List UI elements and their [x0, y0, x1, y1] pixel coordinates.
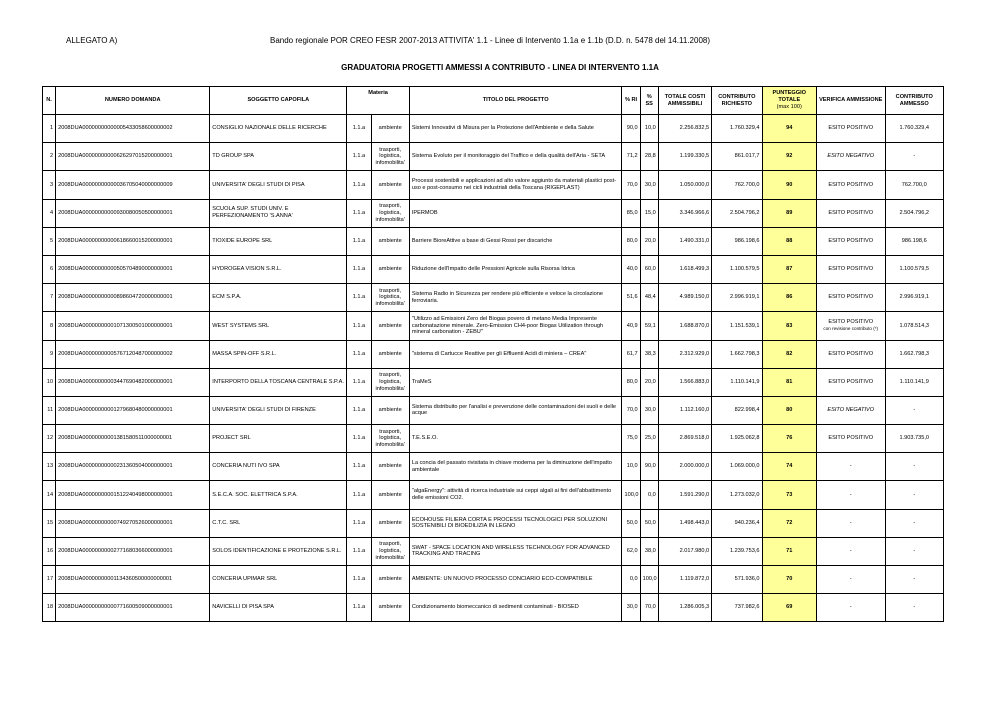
- percent-ss: 100,0: [640, 566, 658, 594]
- application-number: 2008DUA00000000001381580511000000001: [56, 425, 210, 453]
- lead-applicant: UNIVERSITA' DEGLI STUDI DI PISA: [210, 171, 347, 199]
- percent-ss: 70,0: [640, 594, 658, 622]
- requested-contribution: 2.504.796,2: [712, 199, 762, 227]
- intervention-line: 1.1.a: [347, 340, 371, 368]
- intervention-line: 1.1.a: [347, 453, 371, 481]
- application-number: 2008DUA00000000002771680366000000001: [56, 537, 210, 565]
- percent-ri: 71,2: [622, 143, 640, 171]
- admission-result: ESITO POSITIVO: [828, 319, 874, 326]
- eligible-costs: 2.312.929,0: [658, 340, 711, 368]
- attachment-label: ALLEGATO A): [66, 36, 118, 45]
- call-reference: Bando regionale POR CREO FESR 2007-2013 ATTIVITA' 1.1 - Linee di Intervento 1.1a e 1.1b (D.D. n. 5478 del 14.11.2008): [270, 36, 711, 45]
- percent-ri: 62,0: [622, 537, 640, 565]
- percent-ss: 10,0: [640, 115, 658, 143]
- percent-ss: 20,0: [640, 227, 658, 255]
- row-number: 5: [43, 227, 56, 255]
- subject-area: ambiente: [371, 115, 409, 143]
- admission-check: [816, 255, 885, 283]
- project-title: SWAT - SPACE LOCATION AND WIRELESS TECHNOLOGY FOR ADVANCED TRACKING AND TRACING: [409, 537, 622, 565]
- percent-ri: 70,0: [622, 396, 640, 424]
- intervention-line: 1.1.a: [347, 171, 371, 199]
- row-number: 9: [43, 340, 56, 368]
- admission-check: [816, 453, 885, 481]
- percent-ss: 30,0: [640, 171, 658, 199]
- project-title: "sistema di Cartucce Reattive per gli Effluenti Acidi di miniera – CREA": [409, 340, 622, 368]
- lead-applicant: SCUOLA SUP. STUDI UNIV. E PERFEZIONAMENTO 'S.ANNA': [210, 199, 347, 227]
- percent-ss: 90,0: [640, 453, 658, 481]
- col-header-verifica: VERIFICA AMMISSIONE: [816, 87, 885, 115]
- percent-ss: 0,0: [640, 481, 658, 509]
- subject-area: ambiente: [371, 453, 409, 481]
- row-number: 4: [43, 199, 56, 227]
- table-row: [43, 115, 944, 143]
- lead-applicant: UNIVERSITA' DEGLI STUDI DI FIRENZE: [210, 396, 347, 424]
- intervention-line: 1.1.a: [347, 537, 371, 565]
- eligible-costs: 1.566.883,0: [658, 368, 711, 396]
- admitted-contribution: -: [885, 566, 944, 594]
- eligible-costs: 1.498.443,0: [658, 509, 711, 537]
- requested-contribution: 940.236,4: [712, 509, 762, 537]
- admission-result: -: [849, 548, 852, 555]
- lead-applicant: INTERPORTO DELLA TOSCANA CENTRALE S.P.A.: [210, 368, 347, 396]
- requested-contribution: 861.017,7: [712, 143, 762, 171]
- admitted-contribution: 1.078.514,3: [885, 312, 944, 340]
- total-score: 71: [762, 537, 816, 565]
- requested-contribution: 1.273.032,0: [712, 481, 762, 509]
- eligible-costs: 3.346.966,6: [658, 199, 711, 227]
- eligible-costs: 2.256.832,5: [658, 115, 711, 143]
- application-number: 2008DUA00000000000626297015200000001: [56, 143, 210, 171]
- admission-check: [816, 227, 885, 255]
- row-number: 18: [43, 594, 56, 622]
- subject-area: trasporti, logistica, infomobilita': [371, 368, 409, 396]
- admitted-contribution: -: [885, 537, 944, 565]
- total-score: 72: [762, 509, 816, 537]
- project-title: Sistemi Innovativi di Misura per la Protezione dell'Ambiente e della Salute: [409, 115, 622, 143]
- application-number: 2008DUA00000000001279680480000000001: [56, 396, 210, 424]
- lead-applicant: CONCERIA NUTI IVO SPA: [210, 453, 347, 481]
- intervention-line: 1.1.a: [347, 368, 371, 396]
- eligible-costs: 1.618.499,3: [658, 255, 711, 283]
- admitted-contribution: -: [885, 594, 944, 622]
- admission-check: [816, 143, 885, 171]
- admission-check: [816, 537, 885, 565]
- lead-applicant: WEST SYSTEMS SRL: [210, 312, 347, 340]
- col-header-punteggio: [762, 87, 816, 115]
- percent-ss: 59,1: [640, 312, 658, 340]
- admission-result: ESITO POSITIVO: [828, 181, 874, 188]
- lead-applicant: TIOXIDE EUROPE SRL: [210, 227, 347, 255]
- project-title: AMBIENTE: UN NUOVO PROCESSO CONCIARIO ECO-COMPATIBILE: [409, 566, 622, 594]
- requested-contribution: 1.662.798,3: [712, 340, 762, 368]
- subject-area: ambiente: [371, 509, 409, 537]
- intervention-line: 1.1.a: [347, 227, 371, 255]
- admitted-contribution: 2.996.919,1: [885, 284, 944, 312]
- total-score: 81: [762, 368, 816, 396]
- application-number: 2008DUA00000000005767120487000000002: [56, 340, 210, 368]
- percent-ri: 75,0: [622, 425, 640, 453]
- row-number: 8: [43, 312, 56, 340]
- intervention-line: 1.1.a: [347, 594, 371, 622]
- application-number: 2008DUA00000000000005433058600000002: [56, 115, 210, 143]
- admission-result: -: [849, 463, 852, 470]
- eligible-costs: 1.199.330,5: [658, 143, 711, 171]
- admitted-contribution: -: [885, 396, 944, 424]
- project-title: ECOHOUSE FILIERA CORTA E PROCESSI TECNOLOGICI PER SOLUZIONI SOSTENIBILI DI BIOEDILIZIA IN LEGNO: [409, 509, 622, 537]
- eligible-costs: 1.286.005,3: [658, 594, 711, 622]
- admission-check: [816, 171, 885, 199]
- application-number: 2008DUA00000000003447690482000000001: [56, 368, 210, 396]
- admission-result: ESITO POSITIVO: [828, 435, 874, 442]
- application-number: 2008DUA00000000000898604720000000001: [56, 284, 210, 312]
- percent-ss: 30,0: [640, 396, 658, 424]
- intervention-line: 1.1.a: [347, 312, 371, 340]
- punteggio-max: (max 100): [776, 103, 802, 110]
- lead-applicant: S.E.C.A. SOC. ELETTRICA S.P.A.: [210, 481, 347, 509]
- table-row: [43, 171, 944, 199]
- application-number: 2008DUA00000000000231360504000000001: [56, 453, 210, 481]
- row-number: 12: [43, 425, 56, 453]
- col-header-materia: Materia: [347, 87, 409, 115]
- admission-check: [816, 509, 885, 537]
- percent-ss: 38,0: [640, 537, 658, 565]
- admission-result: ESITO POSITIVO: [828, 350, 874, 357]
- subject-area: ambiente: [371, 340, 409, 368]
- intervention-line: 1.1.a: [347, 199, 371, 227]
- intervention-line: 1.1.a: [347, 396, 371, 424]
- percent-ri: 80,0: [622, 227, 640, 255]
- project-title: Sistema Evoluto per il monitoraggio del Traffico e della qualità dell'Aria - SETA: [409, 143, 622, 171]
- subject-area: ambiente: [371, 481, 409, 509]
- total-score: 94: [762, 115, 816, 143]
- requested-contribution: 1.925.062,8: [712, 425, 762, 453]
- admission-note: con revisione contributo (*): [823, 325, 879, 331]
- admission-check: [816, 396, 885, 424]
- punteggio-label: PUNTEGGIO TOTALE: [772, 90, 807, 104]
- intervention-line: 1.1.a: [347, 284, 371, 312]
- lead-applicant: PROJECT SRL: [210, 425, 347, 453]
- table-row: [43, 199, 944, 227]
- percent-ri: 40,0: [622, 255, 640, 283]
- eligible-costs: 1.112.160,0: [658, 396, 711, 424]
- eligible-costs: 1.050.000,0: [658, 171, 711, 199]
- percent-ss: 28,8: [640, 143, 658, 171]
- table-row: [43, 284, 944, 312]
- table-row: [43, 143, 944, 171]
- col-header-richiesto: CONTRIBUTO RICHIESTO: [712, 87, 762, 115]
- application-number: 2008DUA00000000000930080050500000001: [56, 199, 210, 227]
- intervention-line: 1.1.a: [347, 255, 371, 283]
- admission-result: ESITO POSITIVO: [828, 209, 874, 216]
- project-title: TraMeS: [409, 368, 622, 396]
- row-number: 11: [43, 396, 56, 424]
- table-row: [43, 481, 944, 509]
- eligible-costs: 2.869.518,0: [658, 425, 711, 453]
- admitted-contribution: 1.760.329,4: [885, 115, 944, 143]
- total-score: 86: [762, 284, 816, 312]
- admission-result: ESITO POSITIVO: [828, 237, 874, 244]
- admission-result: -: [849, 576, 852, 583]
- percent-ri: 70,0: [622, 171, 640, 199]
- application-number: 2008DUA00000000001512240498000000001: [56, 481, 210, 509]
- total-score: 83: [762, 312, 816, 340]
- admitted-contribution: 1.903.735,0: [885, 425, 944, 453]
- requested-contribution: 822.998,4: [712, 396, 762, 424]
- table-row: [43, 312, 944, 340]
- percent-ss: 48,4: [640, 284, 658, 312]
- table-row: [43, 509, 944, 537]
- eligible-costs: 1.119.872,0: [658, 566, 711, 594]
- project-title: "Utilizzo ad Emissioni Zero del Biogas povero di metano Media Impresente carbonatazione minerale. Zero-Emission CH4-poor Biogas Utilization through mineral carbonation - ZEBU": [409, 312, 622, 340]
- admission-check: [816, 425, 885, 453]
- table-row: [43, 340, 944, 368]
- total-score: 88: [762, 227, 816, 255]
- requested-contribution: 762.700,0: [712, 171, 762, 199]
- project-title: T.E.S.E.O.: [409, 425, 622, 453]
- lead-applicant: TD GROUP SPA: [210, 143, 347, 171]
- lead-applicant: MASSA SPIN-OFF S.R.L.: [210, 340, 347, 368]
- percent-ss: 20,0: [640, 368, 658, 396]
- eligible-costs: 1.591.290,0: [658, 481, 711, 509]
- project-title: Riduzione dell'Impatto delle Pressioni Agricole sulla Risorsa Idrica: [409, 255, 622, 283]
- total-score: 82: [762, 340, 816, 368]
- subject-area: ambiente: [371, 396, 409, 424]
- subject-area: trasporti, logistica, infomobilita': [371, 425, 409, 453]
- total-score: 70: [762, 566, 816, 594]
- admitted-contribution: -: [885, 143, 944, 171]
- requested-contribution: 1.760.329,4: [712, 115, 762, 143]
- admitted-contribution: 1.110.141,9: [885, 368, 944, 396]
- lead-applicant: CONCERIA UPIMAR SRL: [210, 566, 347, 594]
- table-row: [43, 368, 944, 396]
- project-title: Sistema distribuito per l'analisi e prevenzione delle contaminazioni dei suoli e delle acque: [409, 396, 622, 424]
- admitted-contribution: -: [885, 481, 944, 509]
- admission-result: ESITO POSITIVO: [828, 266, 874, 273]
- admission-result: ESITO POSITIVO: [828, 294, 874, 301]
- subject-area: ambiente: [371, 171, 409, 199]
- percent-ss: 25,0: [640, 425, 658, 453]
- table-row: [43, 227, 944, 255]
- total-score: 69: [762, 594, 816, 622]
- requested-contribution: 986.198,6: [712, 227, 762, 255]
- admission-result: -: [849, 491, 852, 498]
- application-number: 2008DUA00000000000618660015200000001: [56, 227, 210, 255]
- requested-contribution: 1.151.539,1: [712, 312, 762, 340]
- table-row: [43, 396, 944, 424]
- row-number: 1: [43, 115, 56, 143]
- percent-ri: 80,0: [622, 368, 640, 396]
- admission-check: [816, 594, 885, 622]
- percent-ss: 15,0: [640, 199, 658, 227]
- row-number: 10: [43, 368, 56, 396]
- row-number: 14: [43, 481, 56, 509]
- eligible-costs: 2.017.980,0: [658, 537, 711, 565]
- lead-applicant: CONSIGLIO NAZIONALE DELLE RICERCHE: [210, 115, 347, 143]
- percent-ri: 85,0: [622, 199, 640, 227]
- subject-area: ambiente: [371, 227, 409, 255]
- row-number: 6: [43, 255, 56, 283]
- admitted-contribution: 762.700,0: [885, 171, 944, 199]
- intervention-line: 1.1.a: [347, 425, 371, 453]
- col-header-n: N.: [43, 87, 56, 115]
- intervention-line: 1.1.a: [347, 143, 371, 171]
- col-header-soggetto: SOGGETTO CAPOFILA: [210, 87, 347, 115]
- row-number: 17: [43, 566, 56, 594]
- subject-area: ambiente: [371, 566, 409, 594]
- subject-area: trasporti, logistica, infomobilita': [371, 199, 409, 227]
- requested-contribution: 1.100.579,5: [712, 255, 762, 283]
- application-number: 2008DUA00000000000036705040000000009: [56, 171, 210, 199]
- page-title: GRADUATORIA PROGETTI AMMESSI A CONTRIBUTO - LINEA DI INTERVENTO 1.1A: [341, 63, 659, 72]
- table-row: [43, 594, 944, 622]
- application-number: 2008DUA00000000000749270526000000001: [56, 509, 210, 537]
- col-header-titolo: TITOLO DEL PROGETTO: [409, 87, 622, 115]
- requested-contribution: 2.996.919,1: [712, 284, 762, 312]
- total-score: 73: [762, 481, 816, 509]
- table-row: [43, 453, 944, 481]
- project-title: Processi sostenibili e applicazioni ad alto valore aggiunto da materiali plastici post-uso e post-consumo nei cicli industriali della Toscana (RIGEPLAST): [409, 171, 622, 199]
- table-row: [43, 566, 944, 594]
- row-number: 2: [43, 143, 56, 171]
- subject-area: ambiente: [371, 255, 409, 283]
- application-number: 2008DUA00000000000771600509000000001: [56, 594, 210, 622]
- lead-applicant: SOLOS IDENTIFICAZIONE E PROTEZIONE S.R.L.: [210, 537, 347, 565]
- project-title: Barriere BioreAttive a base di Gessi Rossi per discariche: [409, 227, 622, 255]
- admitted-contribution: 2.504.796,2: [885, 199, 944, 227]
- percent-ri: 61,7: [622, 340, 640, 368]
- subject-area: ambiente: [371, 594, 409, 622]
- eligible-costs: 1.688.870,0: [658, 312, 711, 340]
- admitted-contribution: 986.198,6: [885, 227, 944, 255]
- table-row: [43, 537, 944, 565]
- col-header-ss: % SS: [640, 87, 658, 115]
- total-score: 74: [762, 453, 816, 481]
- table-header-row: [43, 87, 944, 115]
- eligible-costs: 1.490.331,0: [658, 227, 711, 255]
- ranking-table: [42, 86, 944, 622]
- admission-check: [816, 566, 885, 594]
- percent-ri: 40,9: [622, 312, 640, 340]
- row-number: 7: [43, 284, 56, 312]
- intervention-line: 1.1.a: [347, 566, 371, 594]
- project-title: Condizionamento biomeccanico di sedimenti contaminati - BIOSED: [409, 594, 622, 622]
- requested-contribution: 1.110.141,9: [712, 368, 762, 396]
- admission-result: ESITO POSITIVO: [828, 378, 874, 385]
- percent-ri: 10,0: [622, 453, 640, 481]
- admission-result: -: [849, 519, 852, 526]
- row-number: 3: [43, 171, 56, 199]
- admission-check: [816, 284, 885, 312]
- lead-applicant: ECM S.P.A.: [210, 284, 347, 312]
- admission-result: ESITO POSITIVO: [828, 125, 874, 132]
- application-number: 2008DUA00000000001071300501000000001: [56, 312, 210, 340]
- lead-applicant: NAVICELLI DI PISA SPA: [210, 594, 347, 622]
- project-title: La concia del passato rivisitata in chiave moderna per la diminuzione dell'impatto ambientale: [409, 453, 622, 481]
- percent-ri: 51,6: [622, 284, 640, 312]
- percent-ss: 50,0: [640, 509, 658, 537]
- admission-check: [816, 312, 885, 340]
- intervention-line: 1.1.a: [347, 481, 371, 509]
- requested-contribution: 571.936,0: [712, 566, 762, 594]
- admission-check: [816, 481, 885, 509]
- total-score: 80: [762, 396, 816, 424]
- percent-ri: 30,0: [622, 594, 640, 622]
- requested-contribution: 1.069.000,0: [712, 453, 762, 481]
- admission-check: [816, 199, 885, 227]
- col-header-ri: % RI: [622, 87, 640, 115]
- admission-result: ESITO NEGATIVO: [827, 407, 875, 414]
- table-row: [43, 425, 944, 453]
- admission-result: -: [849, 604, 852, 611]
- row-number: 15: [43, 509, 56, 537]
- percent-ss: 38,3: [640, 340, 658, 368]
- total-score: 89: [762, 199, 816, 227]
- requested-contribution: 737.982,6: [712, 594, 762, 622]
- application-number: 2008DUA00000000001134360500000000001: [56, 566, 210, 594]
- percent-ri: 100,0: [622, 481, 640, 509]
- intervention-line: 1.1.a: [347, 509, 371, 537]
- percent-ss: 60,0: [640, 255, 658, 283]
- requested-contribution: 1.239.753,6: [712, 537, 762, 565]
- admission-check: [816, 115, 885, 143]
- application-number: 2008DUA00000000000505704890000000001: [56, 255, 210, 283]
- total-score: 76: [762, 425, 816, 453]
- total-score: 92: [762, 143, 816, 171]
- eligible-costs: 2.000.000,0: [658, 453, 711, 481]
- col-header-costi: TOTALE COSTI AMMISSIBILI: [658, 87, 711, 115]
- subject-area: trasporti, logistica, infomobilita': [371, 143, 409, 171]
- admitted-contribution: 1.662.798,3: [885, 340, 944, 368]
- lead-applicant: C.T.C. SRL: [210, 509, 347, 537]
- table-row: [43, 255, 944, 283]
- admitted-contribution: -: [885, 453, 944, 481]
- lead-applicant: HYDROGEA VISION S.R.L.: [210, 255, 347, 283]
- total-score: 90: [762, 171, 816, 199]
- percent-ri: 90,0: [622, 115, 640, 143]
- admitted-contribution: -: [885, 509, 944, 537]
- percent-ri: 0,0: [622, 566, 640, 594]
- col-header-numero: NUMERO DOMANDA: [56, 87, 210, 115]
- total-score: 87: [762, 255, 816, 283]
- eligible-costs: 4.989.150,0: [658, 284, 711, 312]
- project-title: Sistema Radio in Sicurezza per rendere più efficiente e veloce la circolazione ferroviaria.: [409, 284, 622, 312]
- admission-check: [816, 340, 885, 368]
- intervention-line: 1.1.a: [347, 115, 371, 143]
- subject-area: trasporti, logistica, infomobilita': [371, 537, 409, 565]
- subject-area: trasporti, logistica, infomobilita': [371, 284, 409, 312]
- admission-result: ESITO NEGATIVO: [827, 153, 875, 160]
- row-number: 13: [43, 453, 56, 481]
- admission-check: [816, 368, 885, 396]
- admitted-contribution: 1.100.579,5: [885, 255, 944, 283]
- project-title: "algaEnergy": attività di ricerca industriale sui ceppi algali ai fini dell'abbattimento delle emissioni CO2.: [409, 481, 622, 509]
- project-title: IPERMOB: [409, 199, 622, 227]
- percent-ri: 50,0: [622, 509, 640, 537]
- subject-area: ambiente: [371, 312, 409, 340]
- row-number: 16: [43, 537, 56, 565]
- col-header-ammesso: CONTRIBUTO AMMESSO: [885, 87, 944, 115]
